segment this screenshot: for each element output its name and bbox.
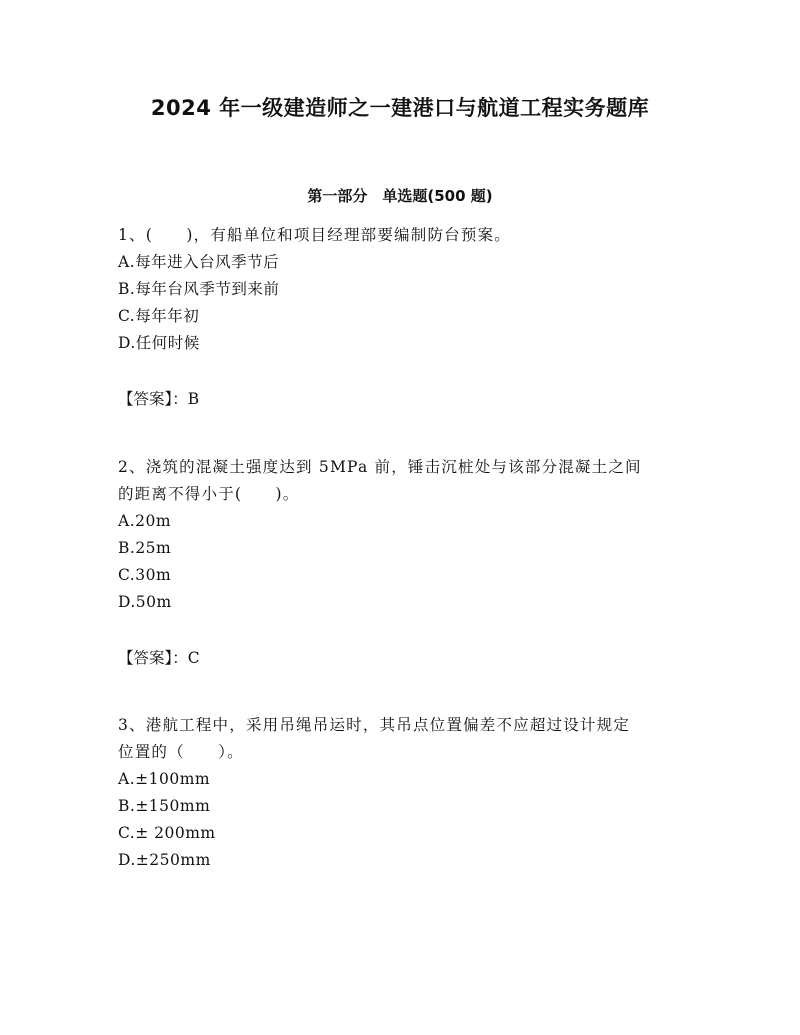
question-2 xyxy=(118,454,690,616)
answer-2: 【答案】：C xyxy=(118,649,200,667)
option-b: B.±150mm xyxy=(118,797,211,815)
question-stem-line-2: 位置的（ ）。 xyxy=(118,743,244,761)
document-title: 2024 年一级建造师之一建港口与航道工程实务题库 xyxy=(150,96,650,120)
section-title: 第一部分 单选题(500 题) xyxy=(307,187,493,205)
option-b: B.每年台风季节到来前 xyxy=(118,280,280,298)
question-stem-line-1: 3、港航工程中，采用吊绳吊运时，其吊点位置偏差不应超过设计规定 xyxy=(118,716,631,734)
question-1 xyxy=(118,222,690,357)
option-a: A.每年进入台风季节后 xyxy=(118,253,280,271)
question-stem: 1、( )，有船单位和项目经理部要编制防台预案。 xyxy=(118,226,511,244)
option-b: B.25m xyxy=(118,539,172,557)
question-stem-line-2: 的距离不得小于( )。 xyxy=(118,485,300,503)
option-a: A.20m xyxy=(118,512,172,530)
answer-1: 【答案】：B xyxy=(118,390,200,408)
option-d: D.±250mm xyxy=(118,851,211,869)
option-a: A.±100mm xyxy=(118,770,211,788)
option-c: C.每年年初 xyxy=(118,307,200,325)
question-3 xyxy=(118,712,690,874)
option-d: D.50m xyxy=(118,593,172,611)
option-c: C.30m xyxy=(118,566,172,584)
option-d: D.任何时候 xyxy=(118,334,200,352)
option-c: C.± 200mm xyxy=(118,824,216,842)
question-stem-line-1: 2、浇筑的混凝土强度达到 5MPa 前，锤击沉桩处与该部分混凝土之间 xyxy=(118,458,642,476)
